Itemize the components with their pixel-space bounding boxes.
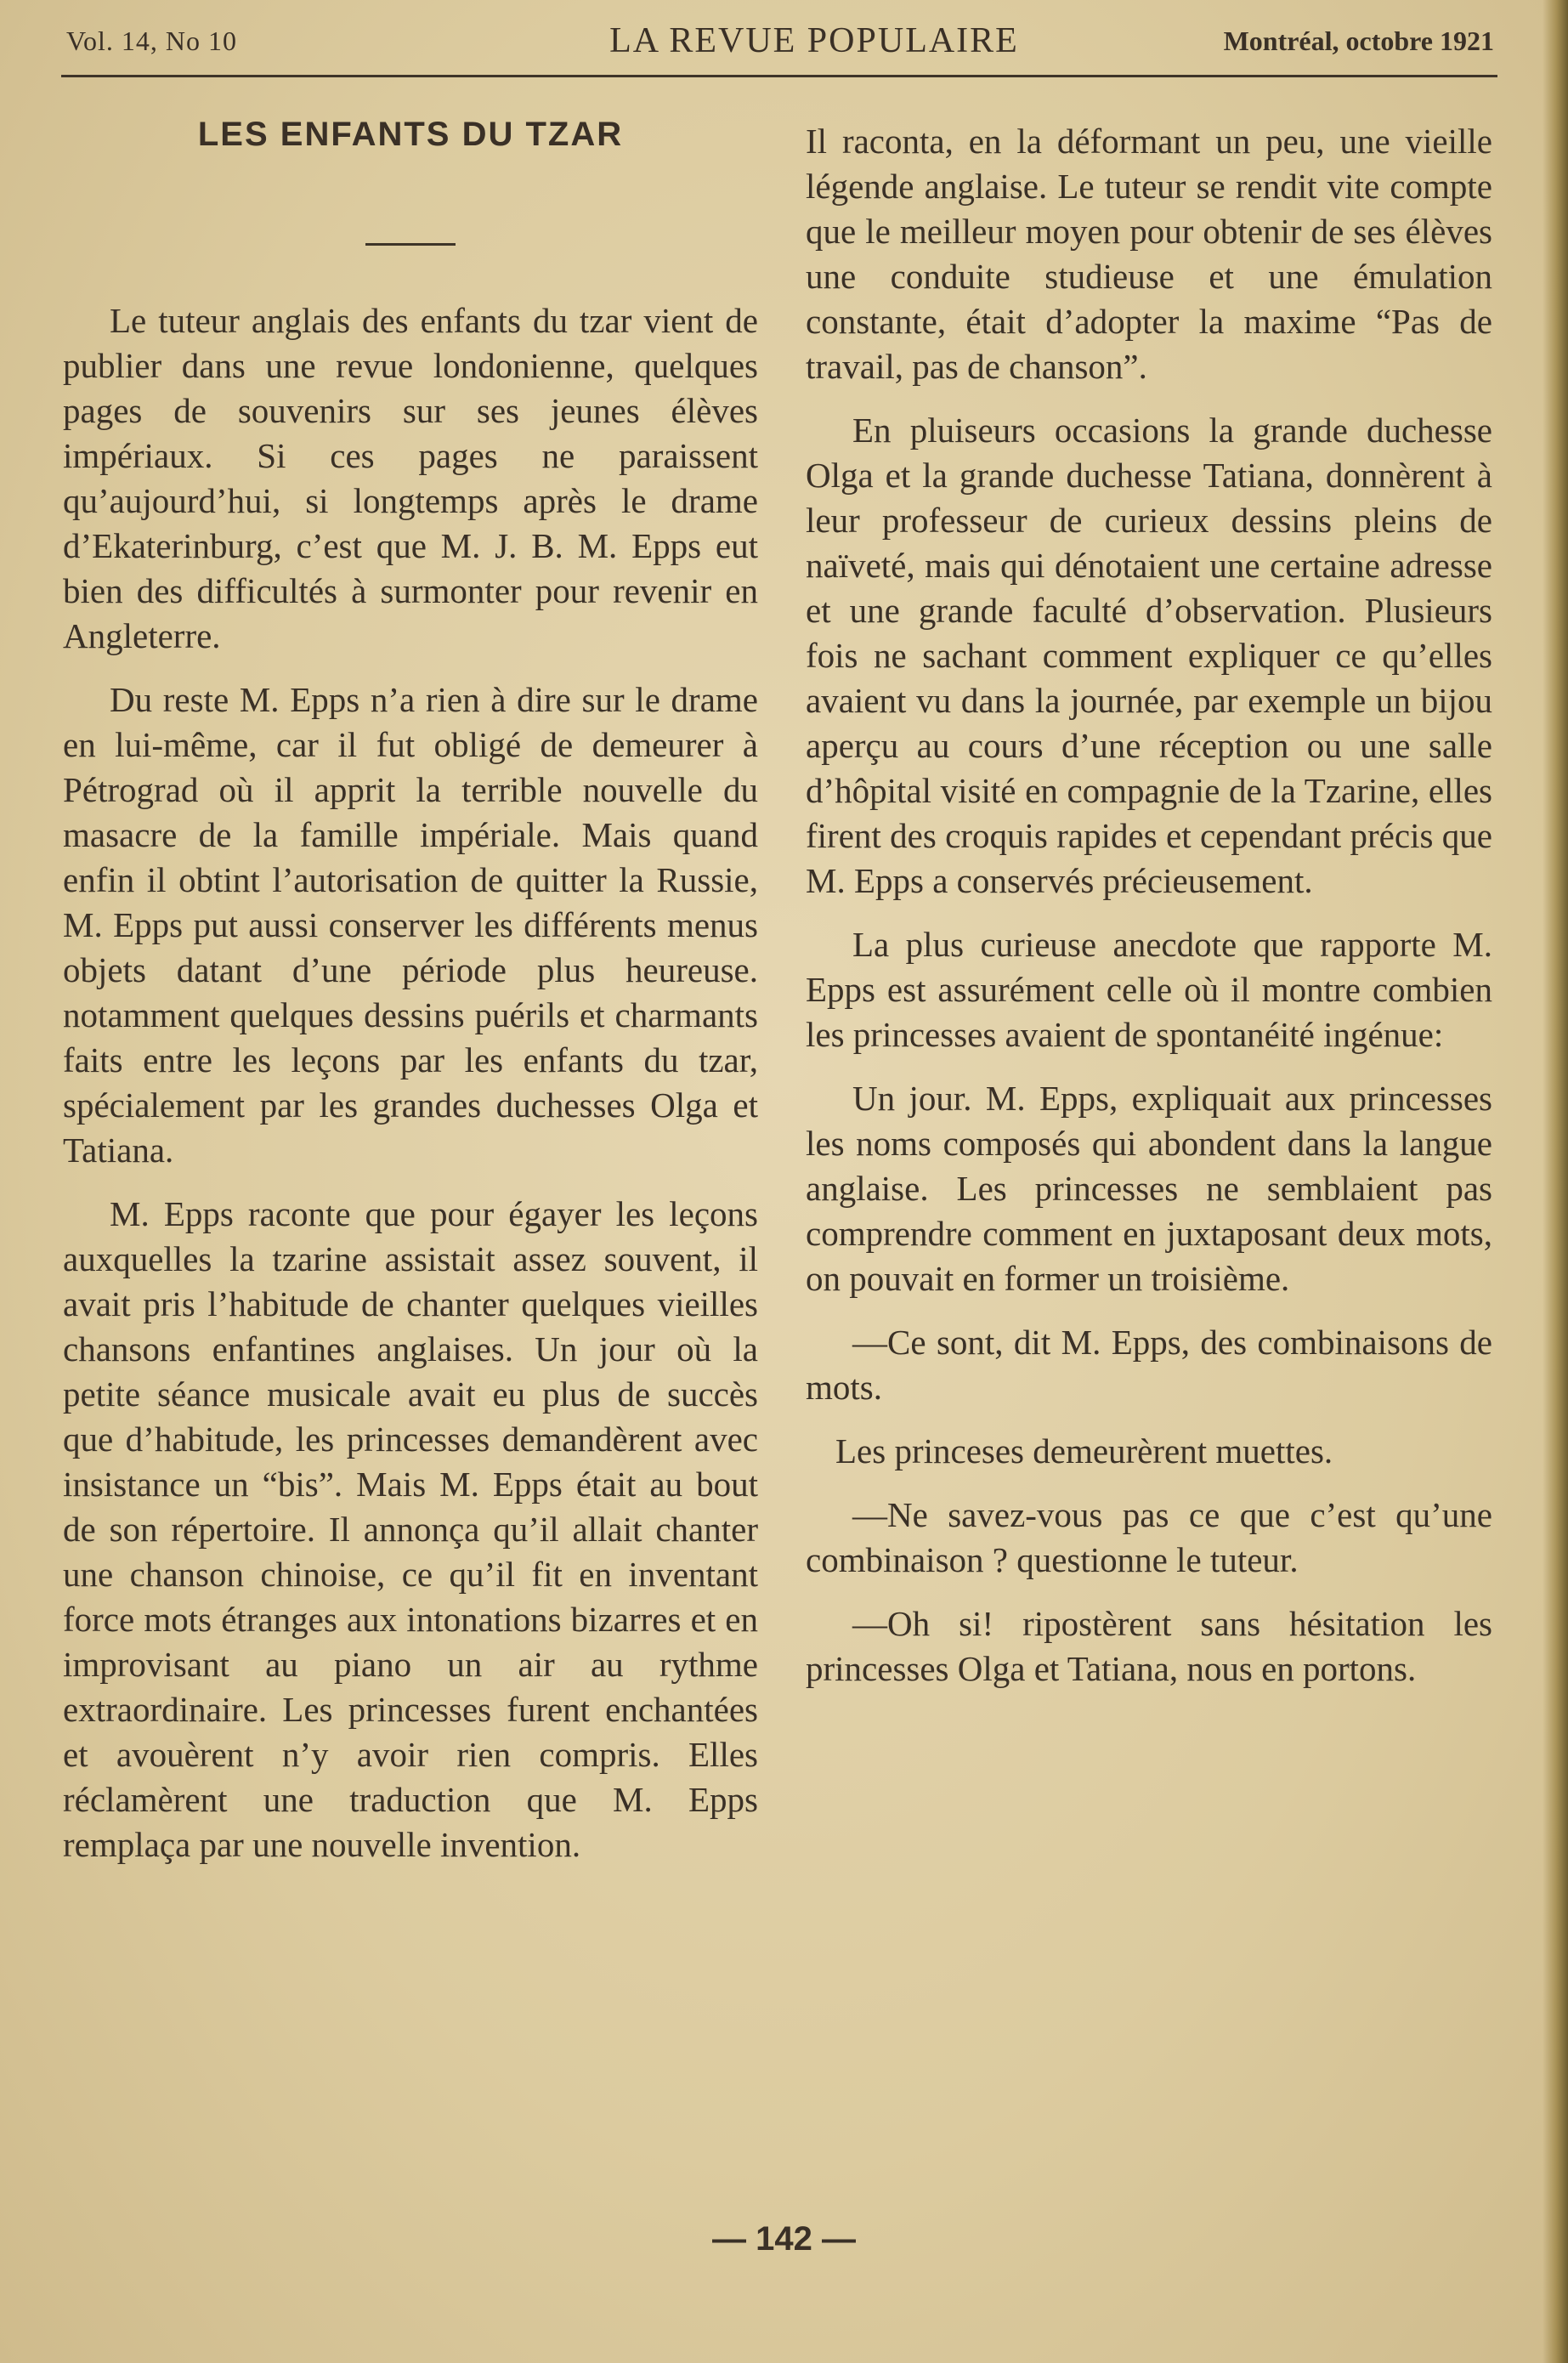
journal-title: LA REVUE POPULAIRE [609,21,1019,60]
volume-number: Vol. 14, No 10 [66,26,237,56]
paragraph: La plus curieuse anecdote que rapporte M. Epps est assurément celle où il montre combien les princesses avaient de spontanéité ingénue: [806,925,1492,1054]
paragraph: Le tuteur anglais des enfants du tzar vient de publier dans une revue londonienne, quelques pages de souvenirs sur ses jeunes élèves impériaux. Si ces pages ne paraissent qu’aujourd’hui, si longtemps après le drame d’Ekaterinburg, c’est que M. J. B. M. Epps eut bien des difficultés à surmonter pour revenir en Angleterre. [63,301,758,655]
paragraph: Du reste M. Epps n’a rien à dire sur le drame en lui-même, car il fut obligé de demeurer à Pétrograd où il apprit la terrible nouvelle du masacre de la famille impériale. Mais quand enfin il obtint l’autorisation de quitter la Russie, M. Epps put aussi conserver les différents menus objets datant d’une période plus heureuse. notamment quelques dessins puérils et charmants faits entre les leçons par les enfants du tzar, spécialement par les grandes duchesses Olga et Tatiana. [63,680,758,1170]
right-column [806,119,1492,1710]
left-column [63,110,758,1886]
page-edge-shadow [1543,0,1568,2363]
issue-date: Montréal, octobre 1921 [1223,26,1494,56]
running-header [66,19,1494,61]
article-title: LES ENFANTS DU TZAR [197,116,624,153]
dialogue-line: —Oh si! ripostèrent sans hésitation les princesses Olga et Tatiana, nous en portons. [806,1604,1492,1688]
dialogue-line: —Ce sont, dit M. Epps, des combinaisons de mots. [806,1323,1492,1407]
paragraph: Un jour. M. Epps, expliquait aux princesses les noms composés qui abondent dans la langue anglaise. Les princesses ne semblaient pas comprendre comment en juxtaposant deux mots, on pouvait en former un troisième. [806,1079,1492,1298]
dialogue-line: —Ne savez-vous pas ce que c’est qu’une combinaison ? questionne le tuteur. [806,1495,1492,1579]
title-divider [365,243,456,246]
paragraph: En pluiseurs occasions la grande duchesse Olga et la grande duchesse Tatiana, donnèrent à leur professeur de curieux dessins pleins de naïveté, mais qui dénotaient une certaine adresse et une grande faculté d’observation. Plusieurs fois ne sachant comment expliquer ce qu’elles avaient vu dans la journée, par exemple un bijou aperçu au cours d’une réception ou une salle d’hôpital visité en compagnie de la Tzarine, elles firent des croquis rapides et cependant précis que M. Epps a conservés précieusement. [806,411,1492,900]
paragraph: M. Epps raconte que pour égayer les leçons auxquelles la tzarine assistait assez souvent, il avait pris l’habitude de chanter quelques vieilles chansons enfantines anglaises. Un jour où la petite séance musicale avait eu plus de succès que d’habitude, les princesses demandèrent avec insistance un “bis”. Mais M. Epps était au bout de son répertoire. Il annonça qu’il allait chanter une chanson chinoise, ce qu’il fit en inventant force mots étranges aux intonations bizarres et en improvisant au piano un air au rythme extraordinaire. Les princesses furent enchantées et avouèrent n’y avoir rien compris. Elles réclamèrent une traduction que M. Epps remplaça par une nouvelle invention. [63,1194,758,1864]
header-rule [61,75,1497,77]
page-number: — 142 — [712,2220,856,2258]
paragraph: Il raconta, en la déformant un peu, une vieille légende anglaise. Le tuteur se rendit vite compte que le meilleur moyen pour obtenir de ses élèves une conduite studieuse et une émulation constante, était d’adopter la maxime “Pas de travail, pas de chanson”. [806,122,1492,386]
paragraph: Les princeses demeurèrent muettes. [835,1431,1333,1470]
